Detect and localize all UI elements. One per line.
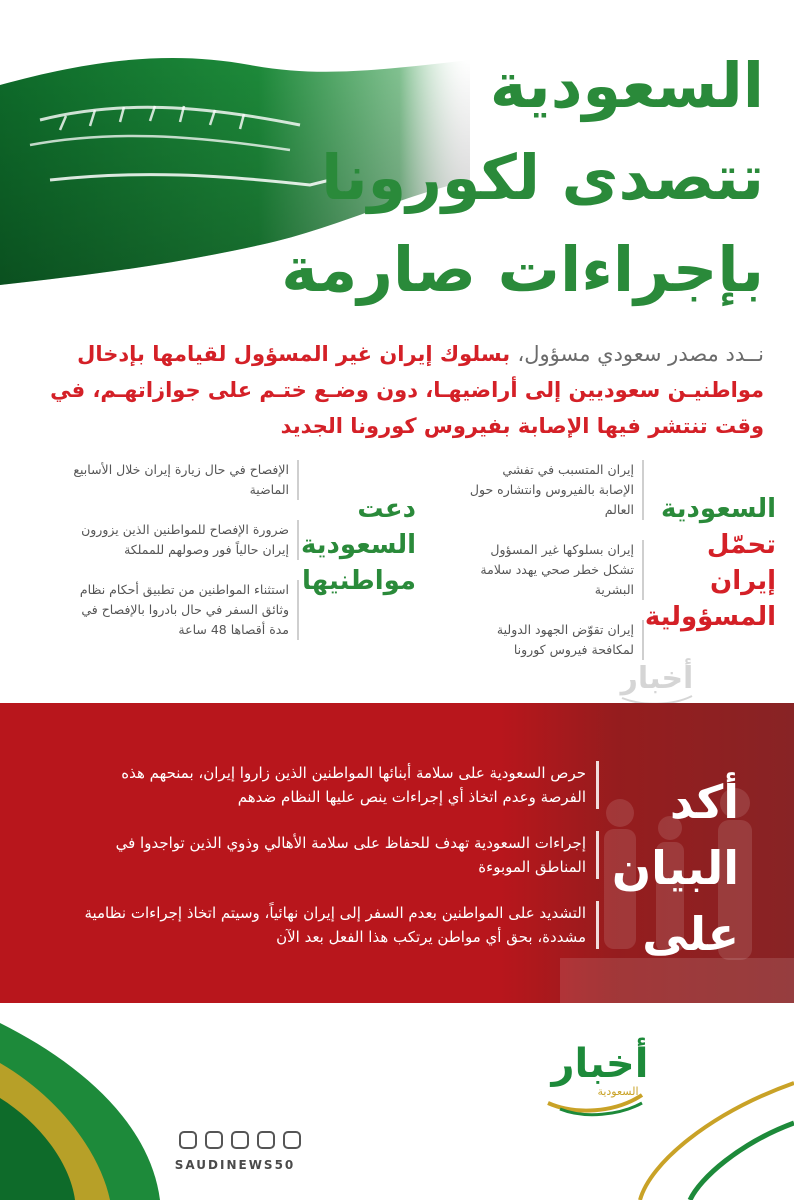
logo-main-text: أخبار [551,1041,649,1087]
title-line: بإجراءات صارمة [281,233,764,306]
decorative-curves [0,1003,794,1200]
header [0,0,794,330]
page-title [281,40,764,316]
title-line: السعودية [489,49,764,122]
list-item: إيران بسلوكها غير المسؤول تشكل خطر صحي يهدد سلامة البشرية [464,540,644,600]
instagram-icon[interactable] [257,1131,275,1149]
logo-sub-text: السعودية [597,1085,639,1098]
band-title-line: أكد [669,775,739,829]
statement-list [79,761,599,971]
logo-mark [530,1033,660,1123]
social-icons [170,1131,310,1153]
list-item: إجراءات السعودية تهدف للحفاظ على سلامة الأهالي وذوي الذين تواجدوا في المناطق الموبوءة [79,831,599,879]
intro-paragraph [40,336,764,444]
watermark-logo [612,650,702,710]
label-line: السعودية [301,530,416,560]
band-title-line: البيان [611,841,739,895]
intro-lead: نــدد مصدر سعودي مسؤول، [517,342,764,366]
label-line: دعت [357,494,416,524]
svg-text:أخبار: أخبار [620,661,694,696]
list-item: استثناء المواطنين من تطبيق أحكام نظام وثائق السفر في حال بادروا بالإفصاح في مدة أقصاها 48 ساعة [59,580,299,640]
section-label-citizens [301,491,416,599]
title-line: تتصدى لكورونا [321,141,764,214]
band-title [609,769,739,967]
label-line: مواطنيها [302,566,416,596]
band-title-line: على [642,907,739,961]
list-item: التشديد على المواطنين بعدم السفر إلى إيران نهائياً، وسيتم اتخاذ إجراءات نظامية مشددة، بحق أي مواطن يرتكب هذا الفعل بعد الآن [79,901,599,949]
list-item: ضرورة الإفصاح للمواطنين الذين يزورون إيران حالياً فور وصولهم للمملكة [59,520,299,560]
list-item: إيران المتسبب في تفشي الإصابة بالفيروس وانتشاره حول العالم [464,460,644,520]
social-handle[interactable]: SAUDINEWS50 [174,1158,296,1172]
telegram-icon[interactable] [179,1131,197,1149]
label-line: السعودية [661,494,776,524]
statement-band [0,703,794,1003]
list-item: إيران تقوّض الجهود الدولية لمكافحة فيروس كورونا [464,620,644,660]
intro-body: بسلوك إيران غير المسؤول لقيامها بإدخال مواطنيـن سعوديين إلى أراضيهـا، دون وضـع ختـم على جوازاتهـم، في وقت تنتشر فيها الإصابة بفيروس كورونا الجديد [50,342,764,438]
footer [0,1003,794,1200]
responsibility-list [464,460,644,680]
list-item: الإفصاح في حال زيارة إيران خلال الأسابيع الماضية [59,460,299,500]
brand-logo [530,1033,660,1123]
list-item: حرص السعودية على سلامة أبنائها المواطنين الذين زاروا إيران، بمنحهم هذه الفرصة وعدم اتخاذ أي إجراءات ينص عليها النظام ضدهم [79,761,599,809]
section-label-responsibility [646,491,776,635]
snapchat-icon[interactable] [205,1131,223,1149]
twitter-icon[interactable] [283,1131,301,1149]
label-line: المسؤولية [644,602,776,632]
label-line: تحمّل إيران [706,530,776,596]
youtube-icon[interactable] [231,1131,249,1149]
citizens-list [59,460,299,660]
